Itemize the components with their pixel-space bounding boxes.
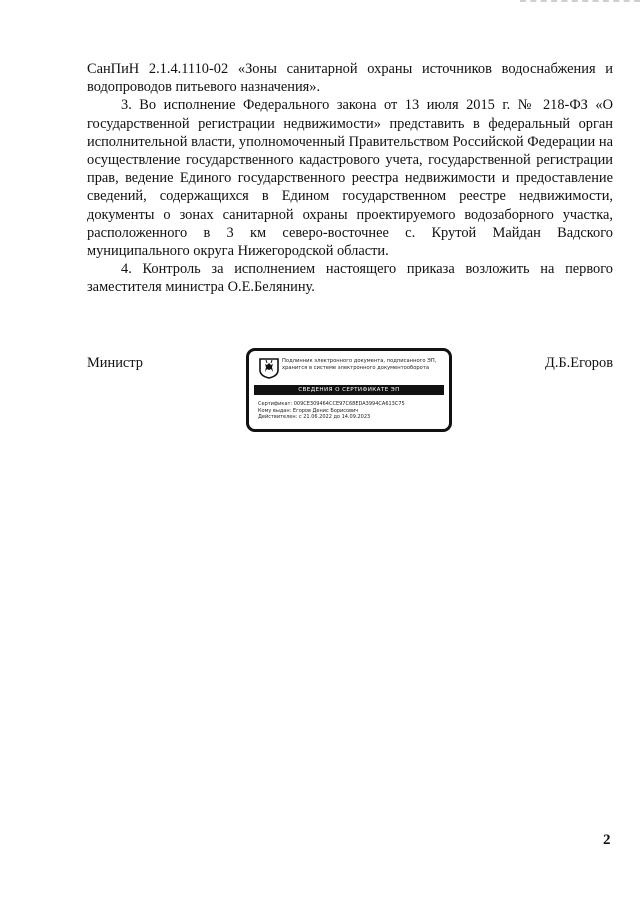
document-body [87,60,613,297]
paragraph-continuation: СанПиН 2.1.4.1110-02 «Зоны санитарной охраны источников водоснабжения и водопроводов питьевого назначения». [87,61,613,96]
stamp-header: Подлинник электронного документа, подписанного ЭП, хранится в системе электронного документооборота [282,358,437,371]
page-number: 2 [603,832,611,848]
validity-label: Действителен: [258,414,298,421]
stamp-details [258,401,448,421]
cert-label: Сертификат: [258,401,293,407]
scan-edge-mark [520,0,640,8]
cert-row [258,401,448,408]
signatory-name: Д.Б.Егоров [545,355,613,371]
electronic-signature-stamp [246,348,452,432]
cert-value: 009CE309464CCE97C68EDA3994CA613C75 [293,401,405,407]
stamp-title-bar: СВЕДЕНИЯ О СЕРТИФИКАТЕ ЭП [254,385,444,395]
validity-value: с 21.06.2022 до 14.09.2023 [298,414,371,421]
deer-coat-of-arms-icon [258,357,280,379]
paragraph-3: 3. Во исполнение Федерального закона от 13 июля 2015 г. № 218-ФЗ «О государственной регистрации недвижимости» представить в федеральный орган исполнительной власти, уполномоченный Правительством Российской Федерации на осуществление государственного кадастрового учета, государственной регистрации прав, ведение Единого государственного реестра недвижимости и предоставление сведений, содержащихся в Едином государственном реестре недвижимости, документы о зонах санитарной охраны проектируемого водозаборного участка, расположенного в 3 км северо-восточнее с. Крутой Майдан Вадского муниципального округа Нижегородской области. [87,97,613,260]
owner-label: Кому выдан: [258,407,292,414]
owner-value: Егоров Денис Борисович [292,407,359,414]
signatory-position: Министр [87,355,143,371]
paragraph-4: 4. Контроль за исполнением настоящего приказа возложить на первого заместителя министра О.Е.Белянину. [87,261,613,296]
validity-row [258,414,448,421]
